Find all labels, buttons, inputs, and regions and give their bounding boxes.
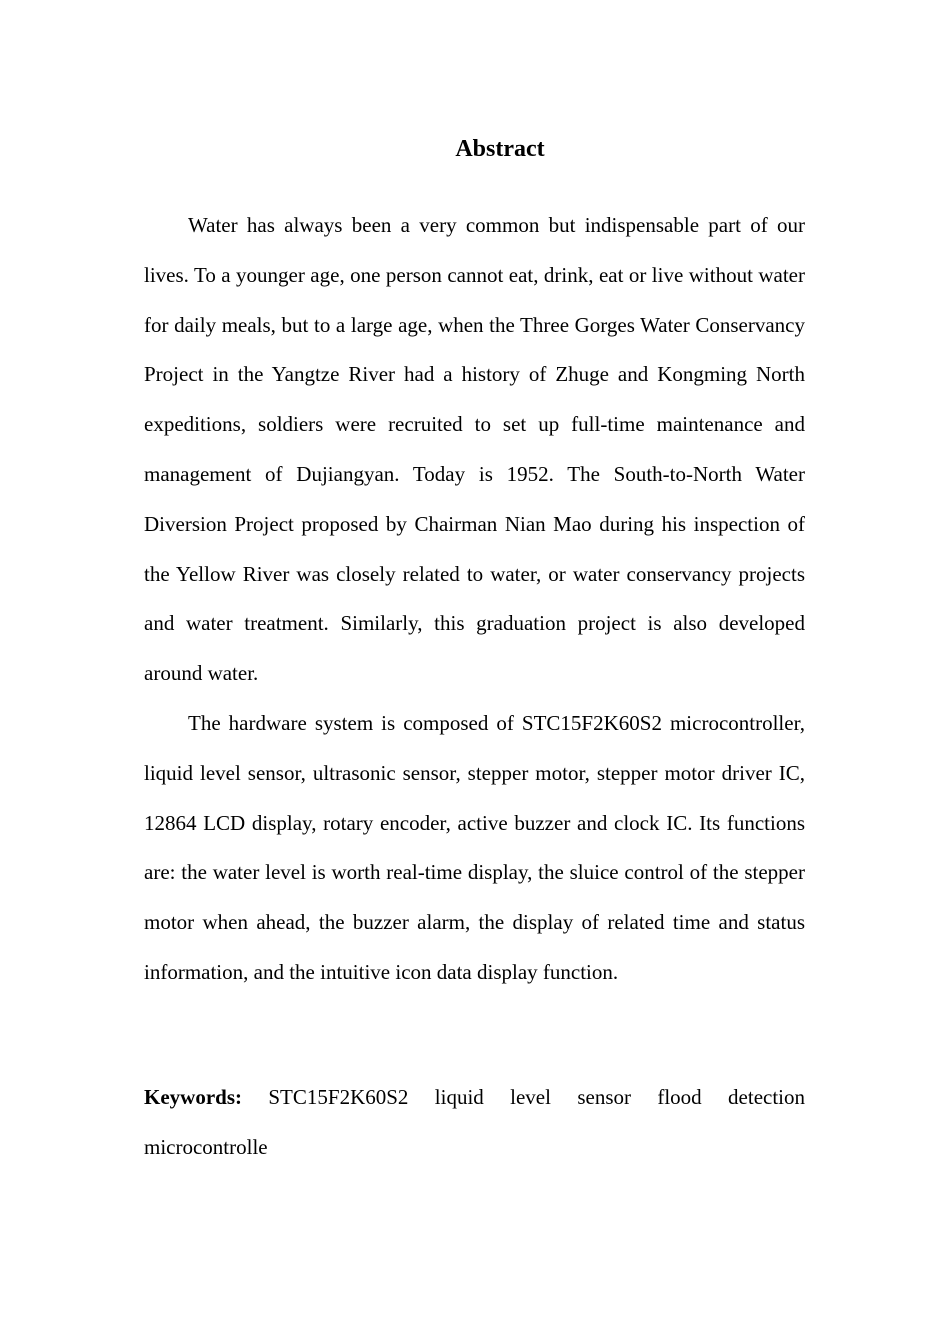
keywords-line: [144, 1073, 805, 1173]
abstract-body: [144, 201, 805, 998]
keywords-label: Keywords:: [144, 1085, 242, 1109]
abstract-paragraph-1: Water has always been a very common but indispensable part of our lives. To a younger age, one person cannot eat, drink, eat or live without water for daily meals, but to a large age, when the Three Gorges Water Conservancy Project in the Yangtze River had a history of Zhuge and Kongming North expeditions, soldiers were recruited to set up full-time maintenance and management of Dujiangyan. Today is 1952. The South-to-North Water Diversion Project proposed by Chairman Nian Mao during his inspection of the Yellow River was closely related to water, or water conservancy projects and water treatment. Similarly, this graduation project is also developed around water.: [144, 213, 805, 686]
abstract-paragraph-2: The hardware system is composed of STC15F2K60S2 microcontroller, liquid level sensor, ultrasonic sensor, stepper motor, stepper motor driver IC, 12864 LCD display, rotary encoder, active buzzer and clock IC. Its functions are: the water level is worth real-time display, the sluice control of the stepper motor when ahead, the buzzer alarm, the display of related time and status information, and the intuitive icon data display function.: [144, 710, 805, 984]
keywords-text: STC15F2K60S2 liquid level sensor flood detection microcontrolle: [144, 1085, 806, 1159]
page-title: Abstract: [455, 136, 545, 162]
